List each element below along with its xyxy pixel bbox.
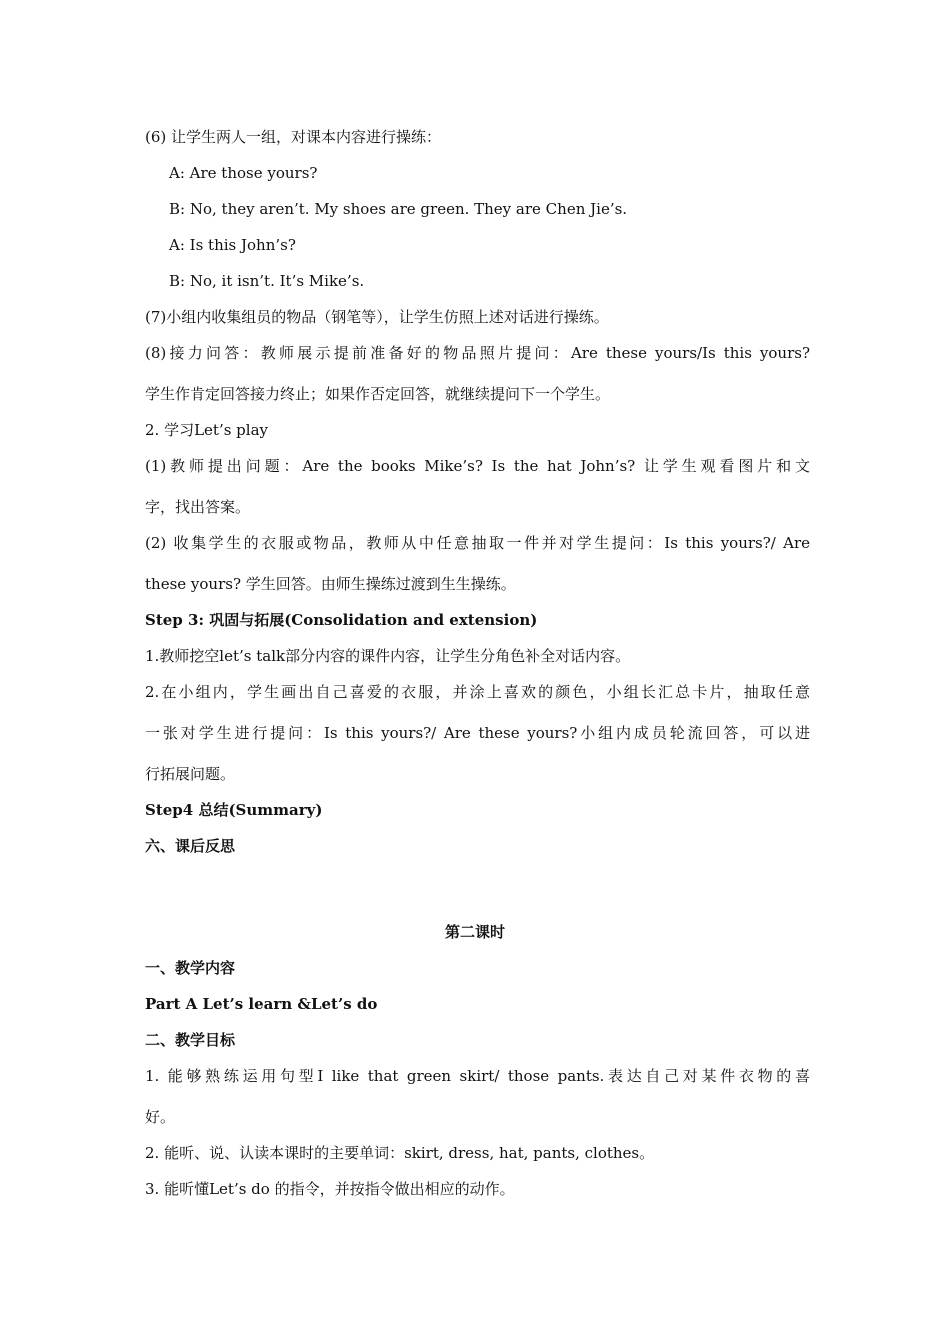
- lets-play-item-2: (2) 收集学生的衣服或物品，教师从中任意抽取一件并对学生提问：Is this yours?/ Are: [145, 534, 810, 552]
- dialogue-line-a1: A: Are those yours?: [169, 164, 318, 182]
- lets-play-heading: 2. 学习Let’s play: [145, 421, 268, 439]
- teaching-content: Part A Let’s learn &Let’s do: [145, 995, 378, 1013]
- goal-3: 3. 能听懂Let’s do 的指令，并按指令做出相应的动作。: [145, 1180, 515, 1198]
- section-1-heading: 一、教学内容: [145, 959, 236, 977]
- lets-play-item-2-continuation: these yours? 学生回答。由师生操练过渡到生生操练。: [145, 575, 516, 593]
- goal-2: 2. 能听、说、认读本课时的主要单词：skirt, dress, hat, pants, clothes。: [145, 1144, 655, 1162]
- lets-play-item-1-continuation: 字，找出答案。: [145, 498, 251, 516]
- dialogue-line-a2: A: Is this John’s?: [169, 236, 296, 254]
- step-8-instruction: (8)接力问答：教师展示提前准备好的物品照片提问：Are these yours/Is this yours?: [145, 344, 810, 362]
- goal-1-continuation: 好。: [145, 1108, 176, 1126]
- step-3-item-2: 2.在小组内，学生画出自己喜爱的衣服，并涂上喜欢的颜色，小组长汇总卡片，抽取任意: [145, 683, 810, 701]
- goal-1: 1. 能够熟练运用句型I like that green skirt/ those pants.表达自己对某件衣物的喜: [145, 1067, 810, 1085]
- step-7-instruction: (7)小组内收集组员的物品（钢笔等），让学生仿照上述对话进行操练。: [145, 308, 609, 326]
- dialogue-line-b2: B: No, it isn’t. It’s Mike’s.: [169, 272, 365, 290]
- lets-play-item-1: (1)教师提出问题：Are the books Mike’s? Is the hat John’s? 让学生观看图片和文: [145, 457, 810, 475]
- step-3-item-1: 1.教师挖空let’s talk部分内容的课件内容，让学生分角色补全对话内容。: [145, 647, 631, 665]
- step-3-heading: Step 3: 巩固与拓展(Consolidation and extension): [145, 611, 538, 629]
- step-3-item-2-end: 行拓展问题。: [145, 765, 236, 783]
- section-6-heading: 六、课后反思: [145, 837, 236, 855]
- section-2-heading: 二、教学目标: [145, 1031, 236, 1049]
- step-3-item-2-continuation: 一张对学生进行提问：Is this yours?/ Are these yours?小组内成员轮流回答，可以进: [145, 724, 810, 742]
- dialogue-line-b1: B: No, they aren’t. My shoes are green. They are Chen Jie’s.: [169, 200, 628, 218]
- step-8-continuation: 学生作肯定回答接力终止；如果作否定回答，就继续提问下一个学生。: [145, 385, 611, 403]
- lesson-2-title: 第二课时: [444, 923, 505, 941]
- step-6-instruction: (6) 让学生两人一组，对课本内容进行操练：: [145, 128, 442, 146]
- step-4-heading: Step4 总结(Summary): [145, 801, 323, 819]
